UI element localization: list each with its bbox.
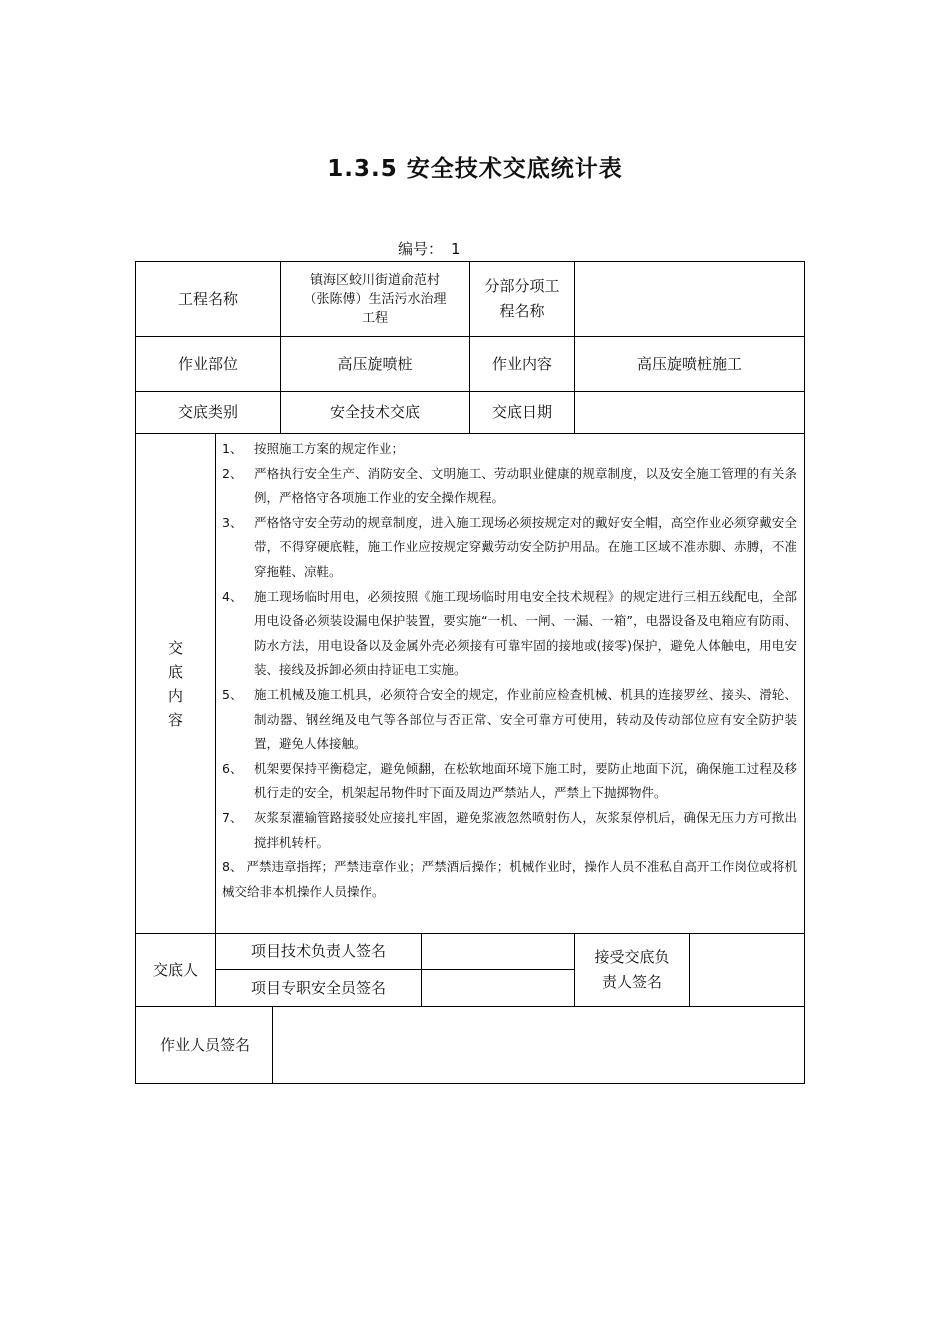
disclosure-date-label: 交底日期 — [491, 403, 552, 421]
item-number: 3、 — [222, 514, 243, 530]
item-text: 施工机械及施工机具，必须符合安全的规定，作业前应检查机械、机具的连接罗丝、接头、滑轮、制动器、钢丝绳及电气等各部位与否正常、安全可靠方可使用，转动及传动部位应有安全防护装置，避免人体接触。 — [254, 686, 797, 752]
subproject-name-value[interactable] — [575, 262, 804, 336]
item-text: 严格执行安全生产、消防安全、文明施工、劳动职业健康的规章制度，以及安全施工管理的有关条例，严格恪守各项施工作业的安全操作规程。 — [254, 465, 797, 506]
col-divider — [574, 933, 575, 1006]
disclosure-type-label: 交底类别 — [177, 403, 238, 421]
item-number: 6、 — [222, 760, 243, 776]
item-number: 5、 — [222, 686, 243, 702]
tech-lead-sign-field[interactable] — [422, 934, 574, 969]
col-divider — [215, 433, 216, 1006]
disclosure-type-value: 安全技术交底 — [329, 403, 420, 421]
item-number: 7、 — [222, 809, 243, 825]
item-number: 4、 — [222, 588, 243, 604]
item-number: 2、 — [222, 465, 243, 481]
workers-sign-field[interactable] — [273, 1007, 804, 1084]
subproject-name-label: 分部分项工程名称 — [484, 277, 560, 320]
list-item — [222, 462, 797, 511]
safety-officer-sign-field[interactable] — [422, 970, 574, 1006]
serial-value: 1 — [451, 240, 461, 258]
list-item — [222, 437, 797, 462]
list-item — [222, 585, 797, 683]
content-label-cell — [136, 434, 215, 933]
project-name-value: 镇海区蛟川街道俞范村（张陈傅）生活污水治理工程 — [303, 272, 447, 326]
item-text: 严格恪守安全劳动的规章制度，进入施工现场必须按规定对的戴好安全帽，高空作业必须穿戴安全带，不得穿硬底鞋，施工作业应按规定穿戴劳动安全防护用品。在施工区域不准赤脚、赤膊，不准穿拖鞋、凉鞋。 — [254, 514, 797, 579]
list-item — [222, 511, 797, 585]
serial-number — [398, 238, 461, 259]
item-text: 8、 严禁违章指挥；严禁违章作业；严禁酒后操作；机械作业时，操作人员不准私自高开工作岗位或将机械交给非本机操作人员操作。 — [222, 859, 797, 899]
item-text: 施工现场临时用电，必须按照《施工现场临时用电安全技术规程》的规定进行三相五线配电，全部用电设备必须装设漏电保护装置，要实施“一机、一闸、一漏、一箱”，电器设备及电箱应有防雨、防水方法，用电设备以及金属外壳必须接有可靠牢固的接地或(接零)保护，避免人体触电，用电安装、接线及拆卸必须由持证电工实施。 — [254, 588, 797, 678]
item-text: 按照施工方案的规定作业； — [254, 441, 405, 456]
list-item — [222, 757, 797, 806]
disclosure-date-value[interactable] — [575, 392, 804, 433]
page-title: 1.3.5 安全技术交底统计表 — [327, 156, 623, 182]
item-text: 机架要保持平衡稳定，避免倾翻，在松软地面环境下施工时，要防止地面下沉，确保施工过程及移机行走的安全，机架起吊物件时下面及周边严禁站人，严禁上下抛掷物件。 — [254, 760, 797, 801]
row-divider — [135, 433, 805, 434]
content-body — [222, 437, 797, 904]
discloser-label: 交底人 — [152, 960, 198, 979]
item-text: 灰浆泵灌输管路接驳处应接扎牢固，避免浆液忽然喷射伤人，灰浆泵停机后，确保无压力方可揿出搅拌机转杆。 — [254, 809, 797, 850]
work-content-label: 作业内容 — [491, 354, 552, 373]
list-item — [222, 683, 797, 757]
receiver-sign-label: 接受交底负责人签名 — [594, 948, 670, 991]
work-content-value: 高压旋喷桩施工 — [636, 354, 742, 373]
list-item — [222, 855, 797, 904]
content-label: 交底内容 — [167, 638, 183, 729]
tech-lead-sign-label: 项目技术负责人签名 — [250, 942, 386, 960]
project-name-label: 工程名称 — [177, 289, 238, 308]
safety-officer-sign-label: 项目专职安全员签名 — [250, 978, 386, 997]
workers-sign-label: 作业人员签名 — [160, 1036, 251, 1054]
item-number: 1、 — [222, 441, 243, 456]
serial-label: 编号： — [398, 240, 444, 258]
receiver-sign-field[interactable] — [690, 934, 804, 1006]
work-location-label: 作业部位 — [177, 354, 238, 373]
work-location-value: 高压旋喷桩 — [337, 354, 413, 373]
list-item — [222, 806, 797, 855]
